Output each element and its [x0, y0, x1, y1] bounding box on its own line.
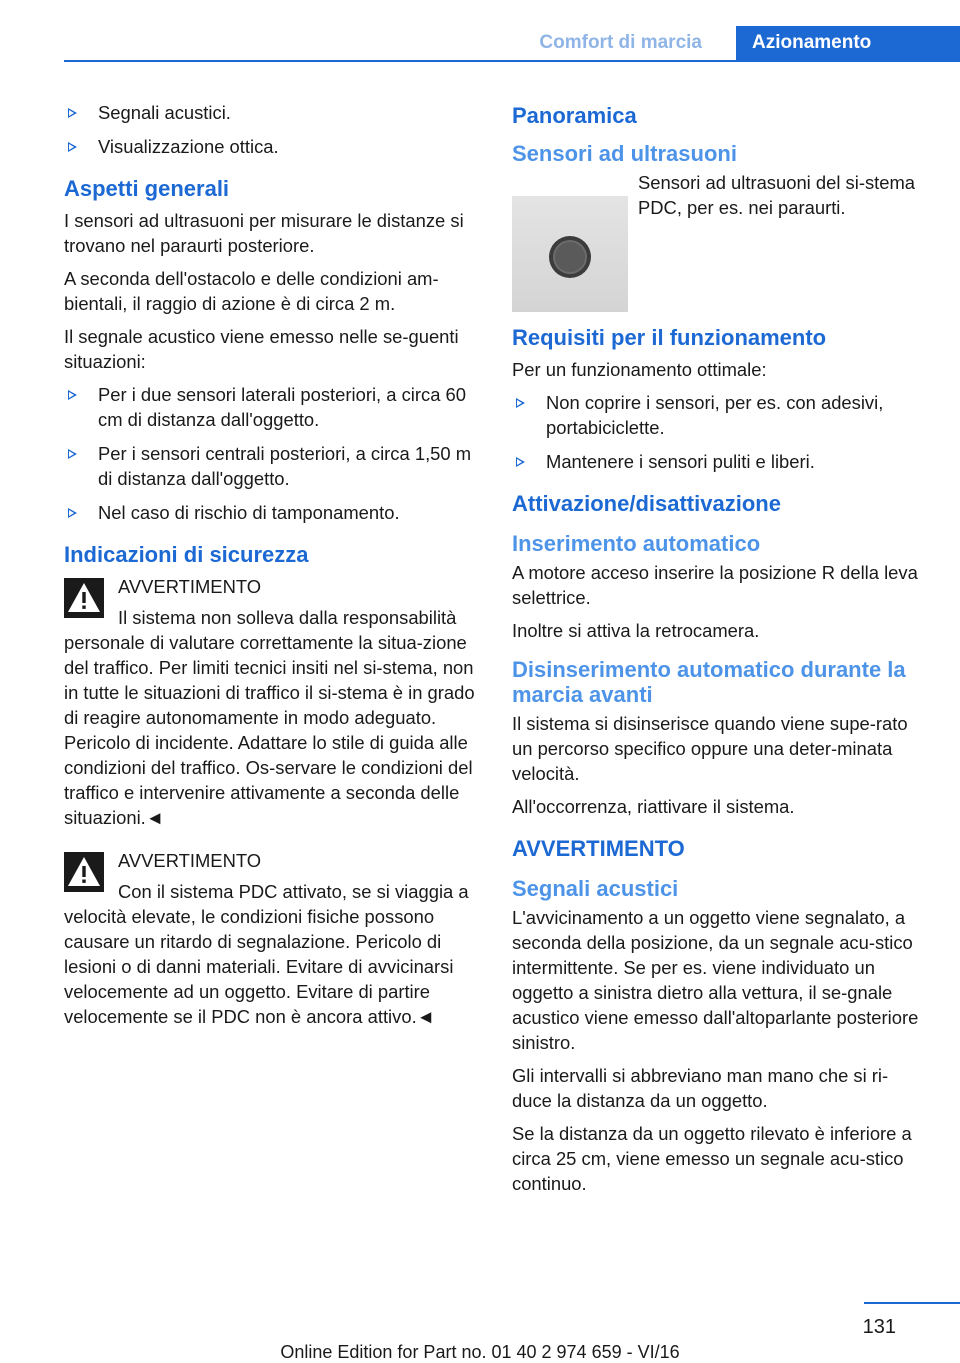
auto-off-paragraph: Il sistema si disinserisce quando viene supe-rato un percorso specifico oppure una deter-minata velocità. [512, 713, 908, 784]
list-item: Visualizzazione ottica. [64, 134, 480, 159]
triangle-bullet-icon [68, 108, 77, 118]
signals-paragraph: L'avvicinamento a un oggetto viene segnalato, a seconda della posizione, da un segnale acu-stico intermittente. Se per es. viene individuato un oggetto a sinistra dietro alla vettura, il se-gnale acustico viene emesso dall'altoparlante posteriore sinistro. [512, 907, 919, 1053]
requirements-list [512, 390, 928, 474]
warning-triangle-icon [64, 578, 104, 618]
requirements-intro: Per un funzionamento ottimale: [512, 359, 767, 380]
page-number: 131 [862, 1316, 896, 1338]
header-chapter-tab[interactable]: Azionamento [736, 26, 960, 62]
header-section-tab[interactable]: Comfort di marcia [539, 32, 702, 53]
auto-on-paragraph: Inoltre si attiva la retrocamera. [512, 620, 760, 641]
triangle-bullet-icon [68, 508, 77, 518]
sensor-figure [512, 170, 928, 290]
triangle-bullet-icon [68, 449, 77, 459]
list-item: Nel caso di rischio di tamponamento. [64, 500, 480, 525]
triangle-bullet-icon [516, 398, 525, 408]
left-column [64, 100, 480, 1035]
safety-heading: Indicazioni di sicurezza [64, 542, 309, 567]
sensor-illustration [512, 196, 628, 312]
triangle-bullet-icon [68, 142, 77, 152]
list-item: Per i due sensori laterali posteriori, a circa 60 cm di distanza dall'oggetto. [64, 382, 480, 432]
sensor-caption: Sensori ad ultrasuoni del si-stema PDC, per es. nei paraurti. [638, 172, 916, 218]
warning-triangle-icon [64, 852, 104, 892]
signals-paragraph: Se la distanza da un oggetto rilevato è inferiore a circa 25 cm, viene emesso un segnale acu-stico continuo. [512, 1123, 912, 1194]
warning-box [64, 574, 480, 830]
edition-footer: Online Edition for Part no. 01 40 2 974 659 - VI/16 [280, 1342, 680, 1362]
list-item: Mantenere i sensori puliti e liberi. [512, 449, 928, 474]
auto-on-heading: Inserimento automatico [512, 531, 761, 556]
signals-heading: Segnali acustici [512, 876, 679, 901]
right-column [512, 100, 928, 1204]
intro-list [64, 100, 480, 159]
general-heading: Aspetti generali [64, 176, 230, 201]
triangle-bullet-icon [516, 457, 525, 467]
triangle-bullet-icon [68, 390, 77, 400]
ultrasonic-sensor-image [512, 196, 628, 312]
overview-heading: Panoramica [512, 103, 637, 128]
general-paragraph: A seconda dell'ostacolo e delle condizioni am-bientali, il raggio di azione è di circa 2 m. [64, 268, 439, 314]
warning-label: AVVERTIMENTO [118, 576, 262, 597]
activation-heading: Attivazione/disattivazione [512, 491, 781, 516]
list-item: Per i sensori centrali posteriori, a circa 1,50 m di distanza dall'oggetto. [64, 441, 480, 491]
general-paragraph: Il segnale acustico viene emesso nelle se-guenti situazioni: [64, 326, 459, 372]
warning-text: Con il sistema PDC attivato, se si viaggia a velocità elevate, le condizioni fisiche possono causare un ritardo di segnalazione. Pericolo di lesioni o di danni materiali. Evitare di avvicinarsi velocemente ad un oggetto. Evitare di partire velocemente se il PDC non è ancora attivo.◄ [64, 881, 469, 1027]
warning-heading: AVVERTIMENTO [512, 836, 685, 861]
auto-on-paragraph: A motore acceso inserire la posizione R della leva selettrice. [512, 562, 918, 608]
warning-label: AVVERTIMENTO [118, 850, 262, 871]
sensors-heading: Sensori ad ultrasuoni [512, 141, 737, 166]
list-item: Non coprire i sensori, per es. con adesivi, portabiciclette. [512, 390, 928, 440]
signals-paragraph: Gli intervalli si abbreviano man mano che si ri-duce la distanza da un oggetto. [512, 1065, 889, 1111]
list-item: Segnali acustici. [64, 100, 480, 125]
requirements-heading: Requisiti per il funzionamento [512, 325, 827, 350]
situations-list [64, 382, 480, 525]
auto-off-heading: Disinserimento automatico durante la marcia avanti [512, 657, 906, 707]
footer-rule [864, 1302, 960, 1304]
warning-box [64, 848, 480, 1029]
general-paragraph: I sensori ad ultrasuoni per misurare le distanze si trovano nel paraurti posteriore. [64, 210, 464, 256]
auto-off-paragraph: All'occorrenza, riattivare il sistema. [512, 796, 795, 817]
warning-text: Il sistema non solleva dalla responsabilità personale di valutare correttamente la situa-zione del traffico. Per limiti tecnici insiti nel si-stema, non in tutte le situazioni di traffico il si-stema è in grado di reagire autonomamente in modo adeguato. Pericolo di incidente. Adattare lo stile di guida alle condizioni del traffico. Os-servare le condizioni del traffico e intervenire attivamente a seconda delle situazioni.◄ [64, 607, 475, 828]
